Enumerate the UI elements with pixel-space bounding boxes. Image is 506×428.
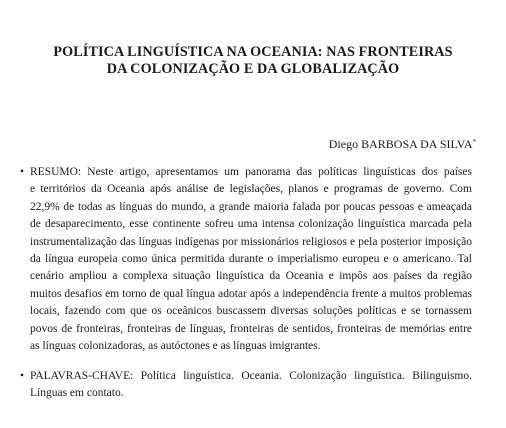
abstract-line: as línguas colonizadoras, as autóctones e as línguas imigrantes. [30,340,321,353]
keywords-line: PALAVRAS-CHAVE: Política linguística. Oceania. Colonização linguística. Bilinguismo. [30,370,472,382]
keywords-line: Línguas em contato. [30,387,124,400]
keywords-section [20,368,472,403]
abstract-line: cenário ampliou a complexa situação linguística da Oceania e impôs aos países da região [30,270,472,283]
abstract-line: de desaparecimento, esse continente sofreu uma intensa colonização linguística marcada pela [30,218,472,231]
abstract-section [20,164,472,355]
abstract-text [30,164,472,355]
keywords-text [30,368,472,403]
title-line-2: DA COLONIZAÇÃO E DA GLOBALIZAÇÃO [106,61,400,77]
abstract-bullet: • [20,166,25,178]
abstract-line: 22,9% de todas as línguas do mundo, a grande maioria falada por poucas pessoas e ameaçada [30,200,472,213]
abstract-line: povos de fronteiras, fronteiras de línguas, fronteiras de sentidos, fronteiras de memórias entre [30,322,472,335]
article-title [20,44,486,78]
author-byline [329,135,476,151]
abstract-line: e territórios da Oceania após análise de legislações, planos e programas de governo. Com [30,183,472,196]
keywords-bullet: • [20,370,25,382]
author-name: Diego BARBOSA DA SILVA [328,137,473,151]
abstract-line: instrumentalização das línguas indígenas por missionários religiosos e pela posterior imposição [30,235,472,248]
title-line-1: POLÍTICA LINGUÍSTICA NA OCEANIA: NAS FRONTEIRAS [53,44,453,60]
abstract-line: da língua europeia como única permitida durante o imperialismo europeu e o americano. Tal [30,253,472,266]
abstract-line: muitos desafios em torno de qual língua adotar após a independência frente a muitos problemas [30,287,472,300]
abstract-line: locais, fazendo com que os oceânicos buscassem diversas soluções políticas e se tornassem [30,305,472,318]
abstract-line: RESUMO: Neste artigo, apresentamos um panorama das políticas linguísticas dos países [30,166,472,178]
author-footnote-mark: * [472,138,476,146]
